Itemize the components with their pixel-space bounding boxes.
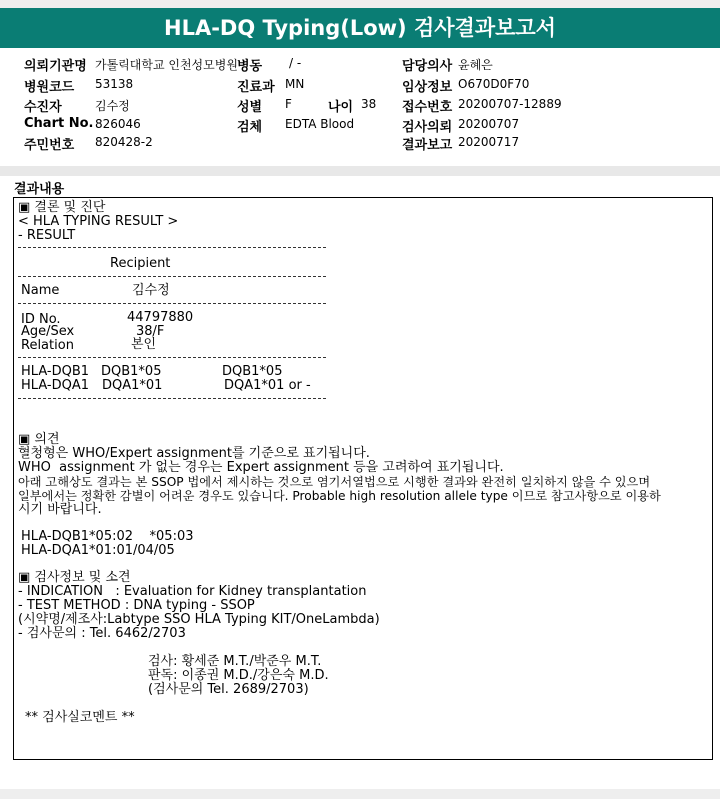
opinion-line-5: 시기 바랍니다. — [18, 502, 102, 517]
dqb1-label: HLA-DQB1 — [21, 364, 90, 379]
id-label: ID No. — [21, 312, 61, 327]
ward-value: / - — [289, 56, 302, 70]
hospcode-label: 병원코드 — [24, 80, 75, 95]
sex-label: 성별 — [237, 100, 263, 115]
report-title: HLA-DQ Typing(Low) 검사결과보고서 — [164, 16, 556, 40]
dqb1-allele-1: DQB1*05 — [101, 364, 162, 379]
dqa1-allele-2: DQA1*01 or - — [224, 378, 311, 393]
name-label: Name — [21, 283, 60, 298]
request-value: 20200707 — [458, 117, 520, 131]
agesex-value: 38/F — [136, 324, 165, 339]
age-value: 38 — [361, 97, 377, 111]
opinion-line-1: 혈청형은 WHO/Expert assignment를 기준으로 표기됩니다. — [18, 446, 370, 461]
idno-label: 주민번호 — [24, 138, 75, 153]
name-value: 김수정 — [132, 283, 170, 298]
result-heading: - RESULT — [18, 228, 76, 243]
divider — [18, 303, 326, 304]
request-label: 검사의뢰 — [402, 120, 453, 135]
chart-value: 826046 — [95, 117, 141, 131]
clinical-value: O670D0F70 — [458, 77, 530, 91]
lab-comment: ** 검사실코멘트 ** — [25, 710, 135, 725]
patient-label: 수진자 — [24, 100, 62, 115]
opinion-line-2: WHO assignment 가 없는 경우는 Expert assignment 등을 고려하여 표기됩니다. — [18, 460, 504, 475]
hospcode-value: 53138 — [95, 77, 134, 91]
institution-value: 가톨릭대학교 인천성모병원 — [95, 58, 238, 72]
doctor-label: 담당의사 — [402, 59, 453, 74]
relation-value: 본인 — [131, 337, 157, 352]
info-contact: - 검사문의 : Tel. 6462/2703 — [18, 626, 186, 641]
doctor-value: 윤혜은 — [458, 58, 493, 72]
signature-tester: 검사: 황세준 M.T./박준우 M.T. — [148, 654, 322, 669]
info-reagent: (시약명/제조사:Labtype SSO HLA Typing KIT/OneLambda) — [18, 612, 380, 627]
top-strip — [0, 0, 720, 8]
dept-value: MN — [285, 77, 305, 91]
opinion-line-4: 일부에서는 정확한 감별이 어려운 경우도 있습니다. Probable high resolution allele type 이므로 참고사항으로 이용하 — [18, 489, 661, 503]
hr-dqb1: HLA-DQB1*05:02 *05:03 — [21, 529, 194, 544]
opinion-heading: ▣ 의견 — [18, 432, 60, 447]
signature-contact: (검사문의 Tel. 2689/2703) — [148, 682, 309, 697]
ward-label: 병동 — [237, 59, 263, 74]
reception-value: 20200707-12889 — [458, 97, 562, 111]
report-date-value: 20200717 — [458, 135, 520, 149]
institution-label: 의뢰기관명 — [24, 59, 87, 74]
info-indication: - INDICATION : Evaluation for Kidney transplantation — [18, 584, 367, 599]
opinion-line-3: 아래 고해상도 결과는 본 SSOP 법에서 제시하는 것으로 염기서열법으로 시행한 결과와 완전히 일치하지 않을 수 있으며 — [18, 475, 651, 489]
relation-label: Relation — [21, 338, 74, 353]
specimen-value: EDTA Blood — [285, 117, 355, 131]
id-value: 44797880 — [127, 310, 194, 325]
divider — [18, 276, 326, 277]
reception-label: 접수번호 — [402, 100, 453, 115]
divider — [18, 247, 326, 248]
sex-value: F — [285, 97, 292, 111]
conclusion-heading: ▣ 결론 및 진단 — [18, 200, 106, 215]
hr-dqa1: HLA-DQA1*01:01/04/05 — [21, 543, 175, 558]
age-label: 나이 — [328, 100, 354, 115]
clinical-label: 임상정보 — [402, 80, 453, 95]
dqb1-allele-2: DQB1*05 — [222, 364, 283, 379]
typing-result-heading: < HLA TYPING RESULT > — [18, 214, 179, 229]
info-heading: ▣ 검사정보 및 소견 — [18, 570, 131, 585]
dqa1-label: HLA-DQA1 — [21, 378, 90, 393]
dept-label: 진료과 — [237, 80, 275, 95]
specimen-label: 검체 — [237, 120, 263, 135]
dqa1-allele-1: DQA1*01 — [102, 378, 163, 393]
report-date-label: 결과보고 — [402, 138, 453, 153]
chart-label: Chart No. — [24, 116, 94, 131]
patient-value: 김수정 — [95, 99, 130, 113]
section-title: 결과내용 — [14, 182, 65, 197]
report-header — [0, 48, 720, 166]
divider — [18, 398, 326, 399]
agesex-label: Age/Sex — [21, 324, 75, 339]
divider — [18, 357, 326, 358]
signature-reader: 판독: 이종권 M.D./강은숙 M.D. — [148, 668, 329, 683]
idno-value: 820428-2 — [95, 135, 153, 149]
recipient-label: Recipient — [110, 256, 171, 271]
info-method: - TEST METHOD : DNA typing - SSOP — [18, 598, 255, 613]
section-separator — [0, 166, 720, 176]
bottom-strip — [0, 789, 720, 799]
